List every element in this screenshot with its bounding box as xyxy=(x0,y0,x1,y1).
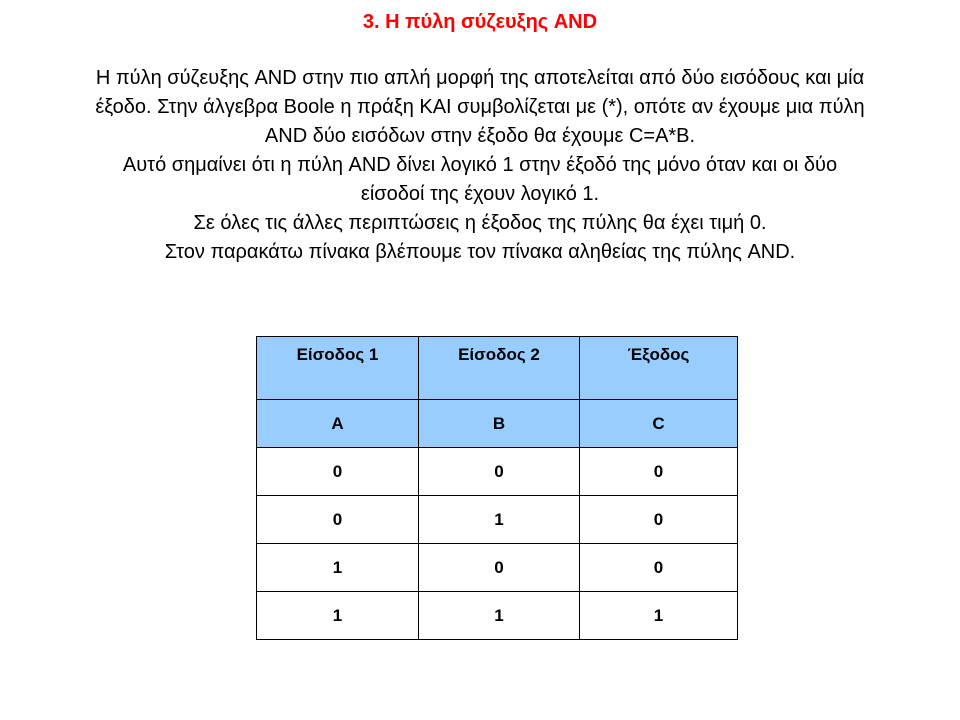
table-cell: 1 xyxy=(257,592,419,640)
header-input-2: Είσοδος 2 xyxy=(419,337,580,400)
paragraph-line: Αυτό σημαίνει ότι η πύλη AND δίνει λογικό 1 στην έξοδό της μόνο όταν και οι δύο xyxy=(122,154,838,176)
table-row xyxy=(257,448,738,496)
paragraph-line: έξοδο. Στην άλγεβρα Boole η πράξη ΚΑΙ συμβολίζεται με (*), οπότε αν έχουμε μια πύλη xyxy=(95,96,865,118)
and-truth-table xyxy=(256,336,738,640)
table-header-row xyxy=(257,337,738,400)
table-cell: 1 xyxy=(419,592,580,640)
table-row xyxy=(257,544,738,592)
table-cell: 0 xyxy=(419,544,580,592)
table-variable-row xyxy=(257,400,738,448)
table-cell: 1 xyxy=(419,496,580,544)
table-cell: 0 xyxy=(257,496,419,544)
variable-b: B xyxy=(419,400,580,448)
paragraph-line: είσοδοί της έχουν λογικό 1. xyxy=(360,183,600,205)
page-title: 3. Η πύλη σύζευξης AND xyxy=(362,11,598,33)
variable-a: A xyxy=(257,400,419,448)
paragraph-line: AND δύο εισόδων στην έξοδο θα έχουμε C=A*B. xyxy=(264,125,696,147)
header-input-1: Είσοδος 1 xyxy=(257,337,419,400)
table-cell: 0 xyxy=(419,448,580,496)
table-cell: 0 xyxy=(580,496,738,544)
table-cell: 0 xyxy=(580,544,738,592)
table-cell: 0 xyxy=(257,448,419,496)
header-output: Έξοδος xyxy=(580,337,738,400)
table-cell: 0 xyxy=(580,448,738,496)
paragraph-line: Σε όλες τις άλλες περιπτώσεις η έξοδος της πύλης θα έχει τιμή 0. xyxy=(193,212,767,234)
table-cell: 1 xyxy=(257,544,419,592)
table-cell: 1 xyxy=(580,592,738,640)
table-row xyxy=(257,496,738,544)
variable-c: C xyxy=(580,400,738,448)
description-paragraph xyxy=(0,64,960,267)
paragraph-line: Στον παρακάτω πίνακα βλέπουμε τον πίνακα αληθείας της πύλης AND. xyxy=(164,241,796,263)
table-row xyxy=(257,592,738,640)
paragraph-line: Η πύλη σύζευξης AND στην πιο απλή μορφή της αποτελείται από δύο εισόδους και μία xyxy=(95,67,865,89)
